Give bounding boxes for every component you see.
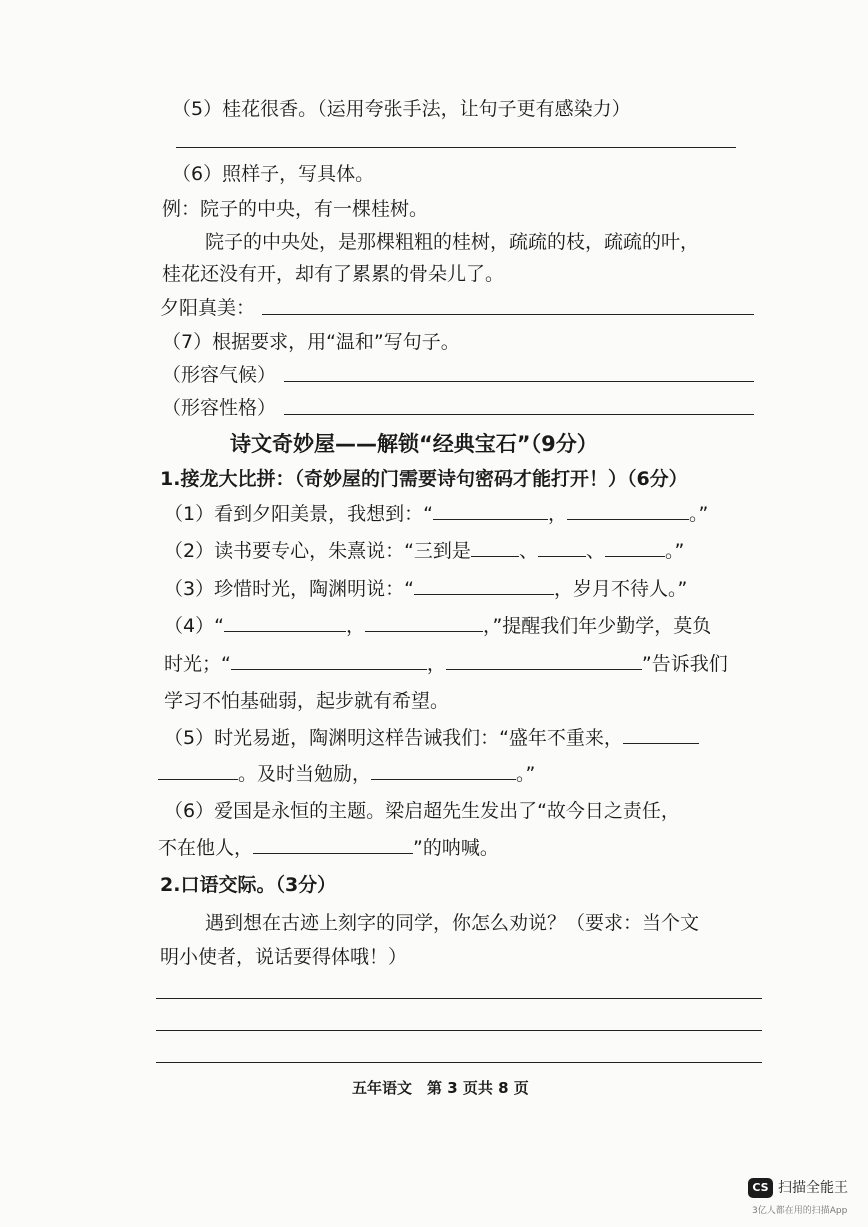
poem-item-4-tail: 学习不怕基础弱，起步就有希望。 — [164, 690, 450, 712]
answer-line — [262, 314, 754, 315]
poem-item-3: （3）珍惜时光，陶渊明说：“ ，岁月不待人。” — [164, 578, 688, 600]
part1-title: 1.接龙大比拼：（奇妙屋的门需要诗句密码才能打开！）（6分） — [160, 468, 688, 490]
example-label: 例：院子的中央，有一棵桂树。 — [162, 198, 429, 220]
scanner-tagline: 3亿人都在用的扫描App — [752, 1206, 848, 1216]
question-7: （7）根据要求，用“温和”写句子。 — [162, 331, 460, 353]
answer-line — [156, 998, 762, 999]
part2-text-2: 明小使者，说话要得体哦！） — [160, 946, 408, 968]
poem-item-6-cont: 不在他人， ”的呐喊。 — [158, 837, 499, 859]
section-title: 诗文奇妙屋——解锁“经典宝石”（9分） — [230, 432, 598, 456]
question-6: （6）照样子，写具体。 — [172, 163, 375, 185]
example-text-2: 桂花还没有开，却有了累累的骨朵儿了。 — [162, 263, 505, 285]
poem-item-5-cont: 。及时当勉励， 。” — [158, 762, 535, 786]
scanner-logo-icon: CS — [748, 1178, 773, 1198]
answer-line — [176, 147, 736, 148]
poem-item-1: （1）看到夕阳美景，我想到：“ ， 。” — [164, 503, 709, 525]
part2-text-1: 遇到想在古迹上刻字的同学，你怎么劝说？（要求：当个文 — [205, 912, 700, 934]
answer-line — [284, 381, 754, 382]
q7-climate-label: （形容气候） — [162, 364, 277, 386]
scanner-app-name: 扫描全能王 — [778, 1180, 848, 1196]
q6-prompt: 夕阳真美： — [160, 297, 256, 319]
poem-item-5: （5）时光易逝，陶渊明这样告诫我们：“盛年不重来， — [164, 726, 699, 750]
answer-line — [284, 414, 754, 415]
answer-line — [156, 1030, 762, 1031]
question-5: （5）桂花很香。（运用夸张手法，让句子更有感染力） — [172, 98, 631, 120]
example-text-1: 院子的中央处，是那棵粗粗的桂树，疏疏的枝，疏疏的叶， — [205, 231, 700, 253]
poem-item-6: （6）爱国是永恒的主题。梁启超先生发出了“故今日之责任， — [164, 800, 680, 822]
answer-line — [156, 1062, 762, 1063]
poem-item-2: （2）读书要专心，朱熹说：“三到是 、 、 。” — [164, 540, 685, 562]
poem-item-4-cont: 时光；“ ， ”告诉我们 — [164, 653, 728, 675]
poem-item-4: （4）“ ， ，”提醒我们年少勤学，莫负 — [164, 615, 712, 637]
page-footer: 五年语文 第 3 页共 8 页 — [352, 1079, 529, 1097]
q7-character-label: （形容性格） — [162, 397, 277, 419]
part2-title: 2.口语交际。（3分） — [160, 874, 337, 896]
